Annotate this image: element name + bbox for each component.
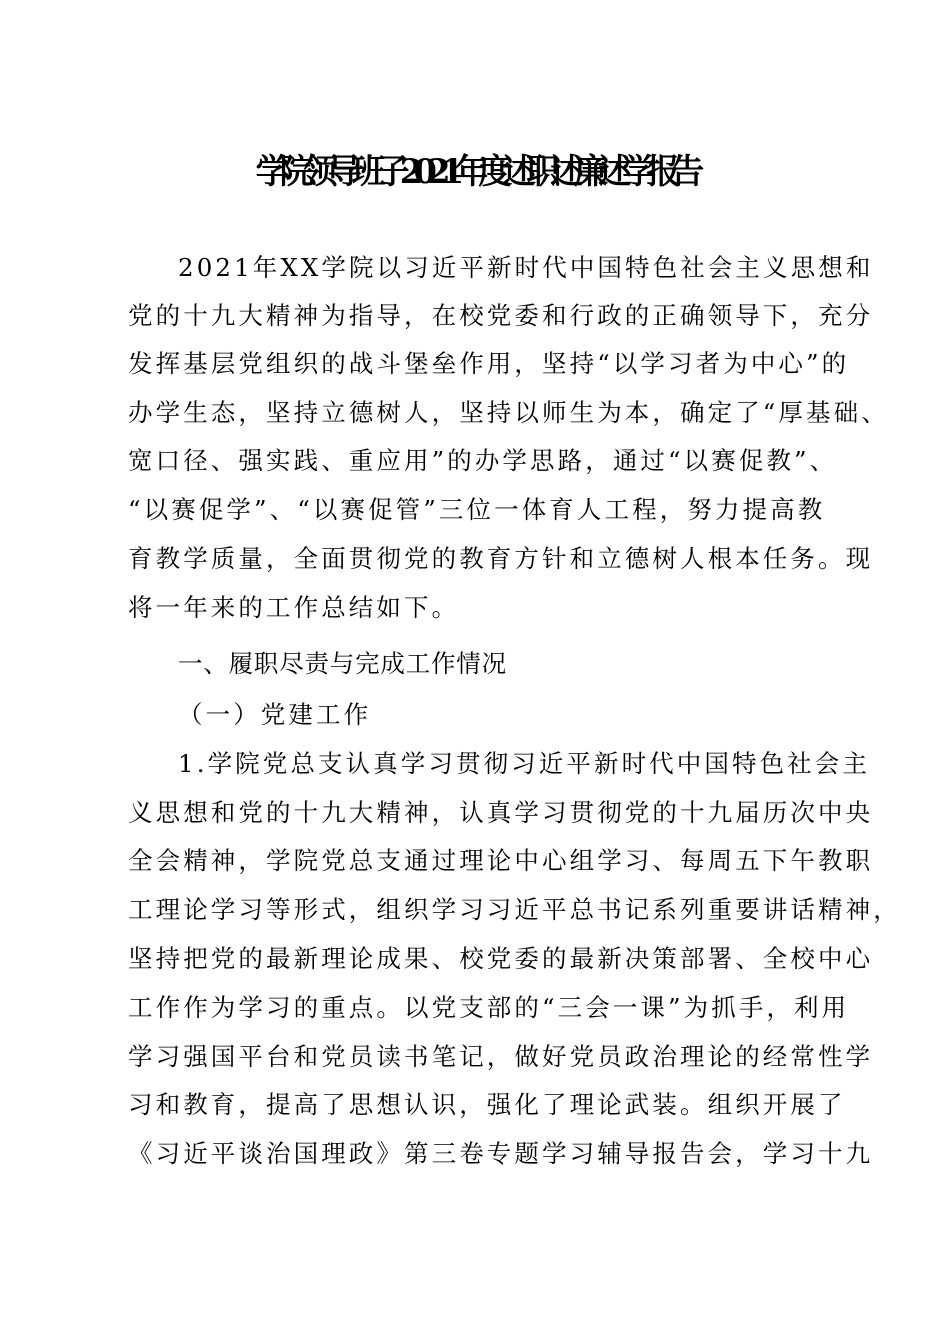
para1-line-2: 义思想和党的十九大精神，认真学习贯彻党的十九届历次中央 [128,798,874,827]
intro-line-7: 育教学质量，全面贯彻党的教育方针和立德树人根本任务。现 [128,544,874,573]
intro-line-6: “以赛促学”、“以赛促管”三位一体育人工程，努力提高教 [128,495,826,524]
document-title: 学院领导班子2021年度述职述廉述学报告 [255,152,695,192]
para1-line-6: 工作作为学习的重点。以党支部的“三会一课”为抓手，利用 [128,993,850,1022]
para1-line-9: 《习近平谈治国理政》第三卷专题学习辅导报告会，学习十九 [128,1139,874,1168]
section-heading: 一、履职尽责与完成工作情况 [178,649,507,678]
para1-line-1: 1.学院党总支认真学习贯彻习近平新时代中国特色社会主 [178,749,870,778]
para1-line-4: 工理论学习等形式，组织学习习近平总书记系列重要讲话精神， [128,895,901,924]
para1-line-5: 坚持把党的最新理论成果、校党委的最新决策部署、全校中心 [128,944,874,973]
intro-line-2: 党的十九大精神为指导，在校党委和行政的正确领导下，充分 [128,301,874,330]
intro-line-8: 将一年来的工作总结如下。 [128,593,460,622]
para1-line-8: 习和教育，提高了思想认识，强化了理论武装。组织开展了 [128,1090,846,1119]
para1-line-7: 学习强国平台和党员读书笔记，做好党员政治理论的经常性学 [128,1042,874,1071]
subsection-heading: （一）党建工作 [178,700,372,729]
intro-line-3: 发挥基层党组织的战斗堡垒作用，坚持“以学习者为中心”的 [128,349,850,378]
intro-line-4: 办学生态，坚持立德树人，坚持以师生为本，确定了“厚基础、 [128,398,889,427]
intro-line-1: 2021年XX学院以习近平新时代中国特色社会主义思想和 [178,253,874,282]
intro-line-5: 宽口径、强实践、重应用”的办学思路，通过“以赛促教”、 [128,446,838,475]
para1-line-3: 全会精神，学院党总支通过理论中心组学习、每周五下午教职 [128,846,874,875]
